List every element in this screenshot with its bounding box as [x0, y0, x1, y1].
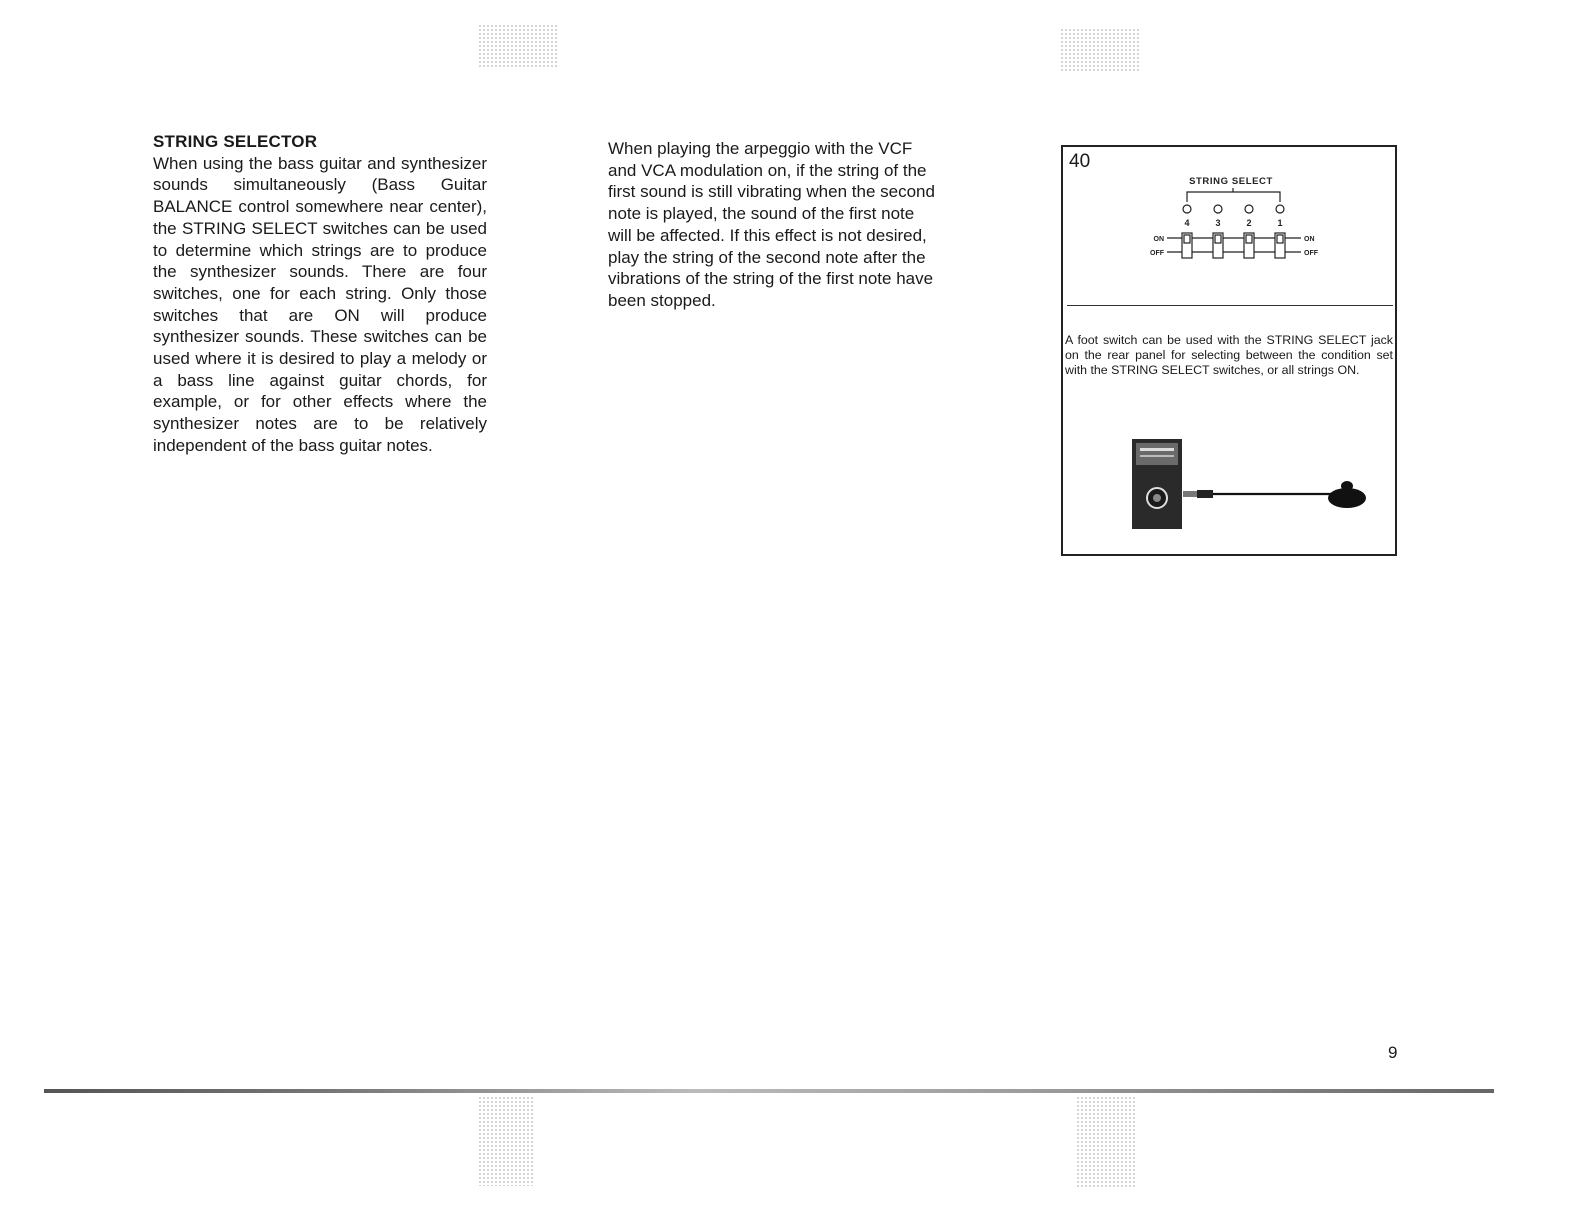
page-number: 9 [1388, 1043, 1398, 1062]
string-select-diagram [1063, 147, 1395, 305]
figure-number: 40 [1069, 151, 1091, 172]
scan-artifact [478, 24, 558, 68]
switch-label-2: 2 [1246, 218, 1252, 228]
left-column-text: When using the bass guitar and synthesizer sounds simultaneously (Bass Guitar BALANCE control somewhere near center), the STRING SELECT switches can be used to determine which strings are to produce the synthesizer sounds. There are four switches, one for each string. Only those switches that are ON will produce synthesizer sounds. These switches can be used where it is desired to play a melody or a bass line against guitar chords, for example, or for other effects where the synthesizer notes are to be relatively independent of the bass guitar notes. [153, 153, 487, 455]
section-heading: STRING SELECTOR [153, 132, 318, 151]
figure-40 [1061, 145, 1397, 556]
figure-caption: A foot switch can be used with the STRING SELECT jack on the rear panel for selecting between the condition set with the STRING SELECT switches, or all strings ON. [1065, 333, 1393, 377]
switch-label-1: 1 [1277, 218, 1283, 228]
switch-label-3: 3 [1215, 218, 1221, 228]
left-column [153, 131, 487, 457]
scan-artifact [1060, 28, 1140, 72]
scan-artifact [1076, 1096, 1136, 1188]
off-label-right: OFF [1304, 250, 1318, 257]
on-label-left: ON [1153, 236, 1164, 243]
on-label-right: ON [1304, 236, 1315, 243]
off-label-left: OFF [1150, 250, 1164, 257]
bottom-rule [44, 1089, 1494, 1093]
figure-divider [1067, 305, 1393, 306]
switch-label-4: 4 [1184, 218, 1190, 228]
middle-column-text: When playing the arpeggio with the VCF and VCA modulation on, if the string of the first sound is still vibrating when the second note is played, the sound of the first note will be affected. If this effect is not desired, play the string of the second note after the vibrations of the string of the first note have been stopped. [608, 139, 935, 310]
scan-artifact [478, 1096, 534, 1186]
diagram-title: STRING SELECT [1189, 176, 1273, 187]
middle-column [608, 138, 942, 312]
foot-switch-illustration [1063, 433, 1395, 533]
